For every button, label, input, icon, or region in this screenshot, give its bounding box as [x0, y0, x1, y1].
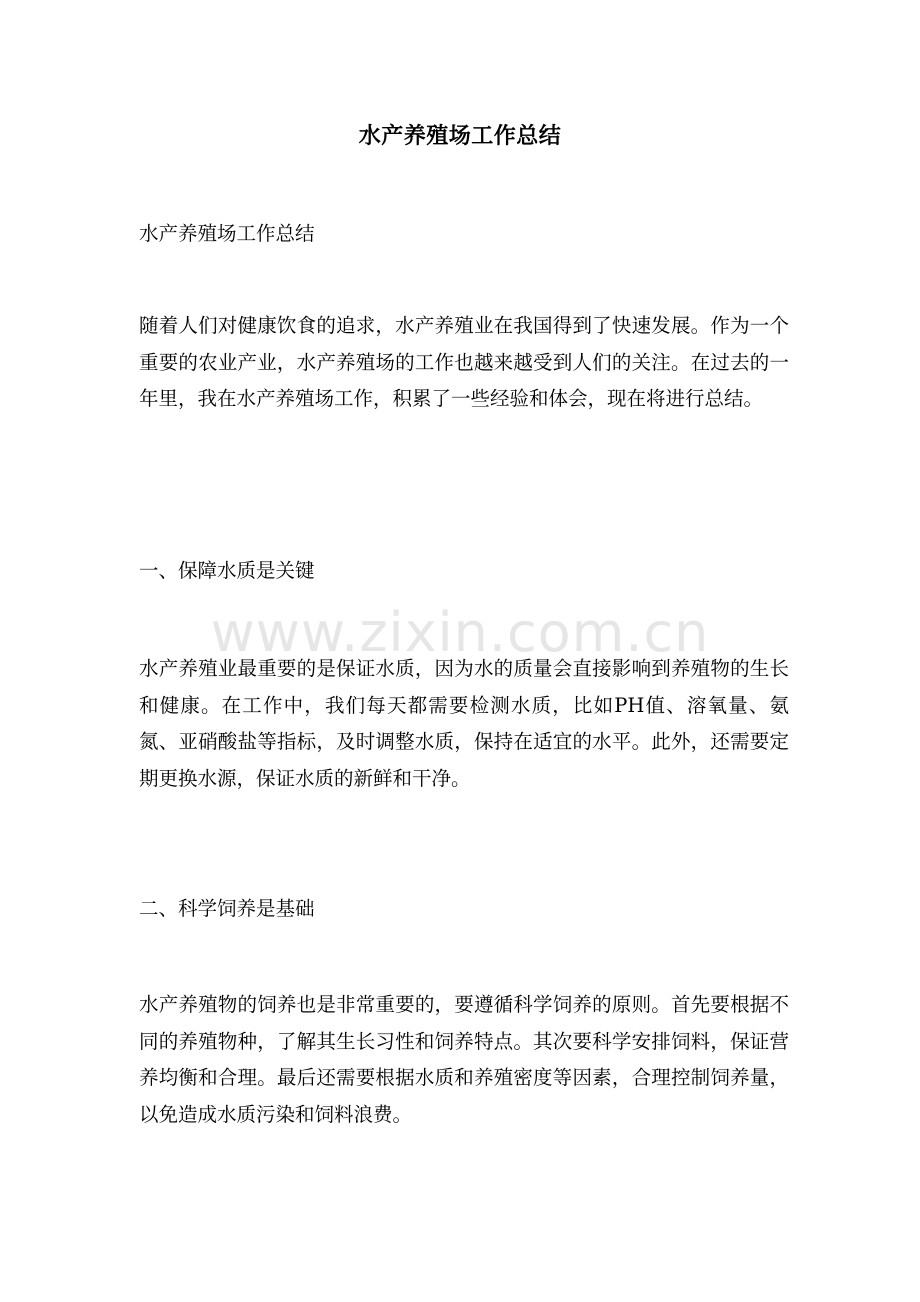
watermark: www.zixin.com.cn	[210, 601, 710, 664]
section-heading-water-quality: 一、保障水质是关键	[139, 559, 315, 582]
section-body-scientific-feeding: 水产养殖物的饲养也是非常重要的，要遵循科学饲养的原则。首先要根据不同的养殖物种，了解其生长习性和饲养特点。其次要科学安排饲料，保证营养均衡和合理。最后还需要根据水质和养殖密度等因素，合理控制饲养量，以免造成水质污染和饲料浪费。	[139, 993, 789, 1126]
document-subtitle: 水产养殖场工作总结	[139, 222, 315, 245]
section-body-water-quality: 水产养殖业最重要的是保证水质，因为水的质量会直接影响到养殖物的生长和健康。在工作中，我们每天都需要检测水质，比如PH值、溶氧量、氨氮、亚硝酸盐等指标，及时调整水质，保持在适宜的水平。此外，还需要定期更换水源，保证水质的新鲜和干净。	[139, 657, 789, 790]
section-heading-scientific-feeding: 二、科学饲养是基础	[139, 897, 315, 920]
document-title: 水产养殖场工作总结	[358, 123, 562, 149]
intro-paragraph: 随着人们对健康饮食的追求，水产养殖业在我国得到了快速发展。作为一个重要的农业产业，水产养殖场的工作也越来越受到人们的关注。在过去的一年里，我在水产养殖场工作，积累了一些经验和体会，现在将进行总结。	[139, 314, 789, 410]
